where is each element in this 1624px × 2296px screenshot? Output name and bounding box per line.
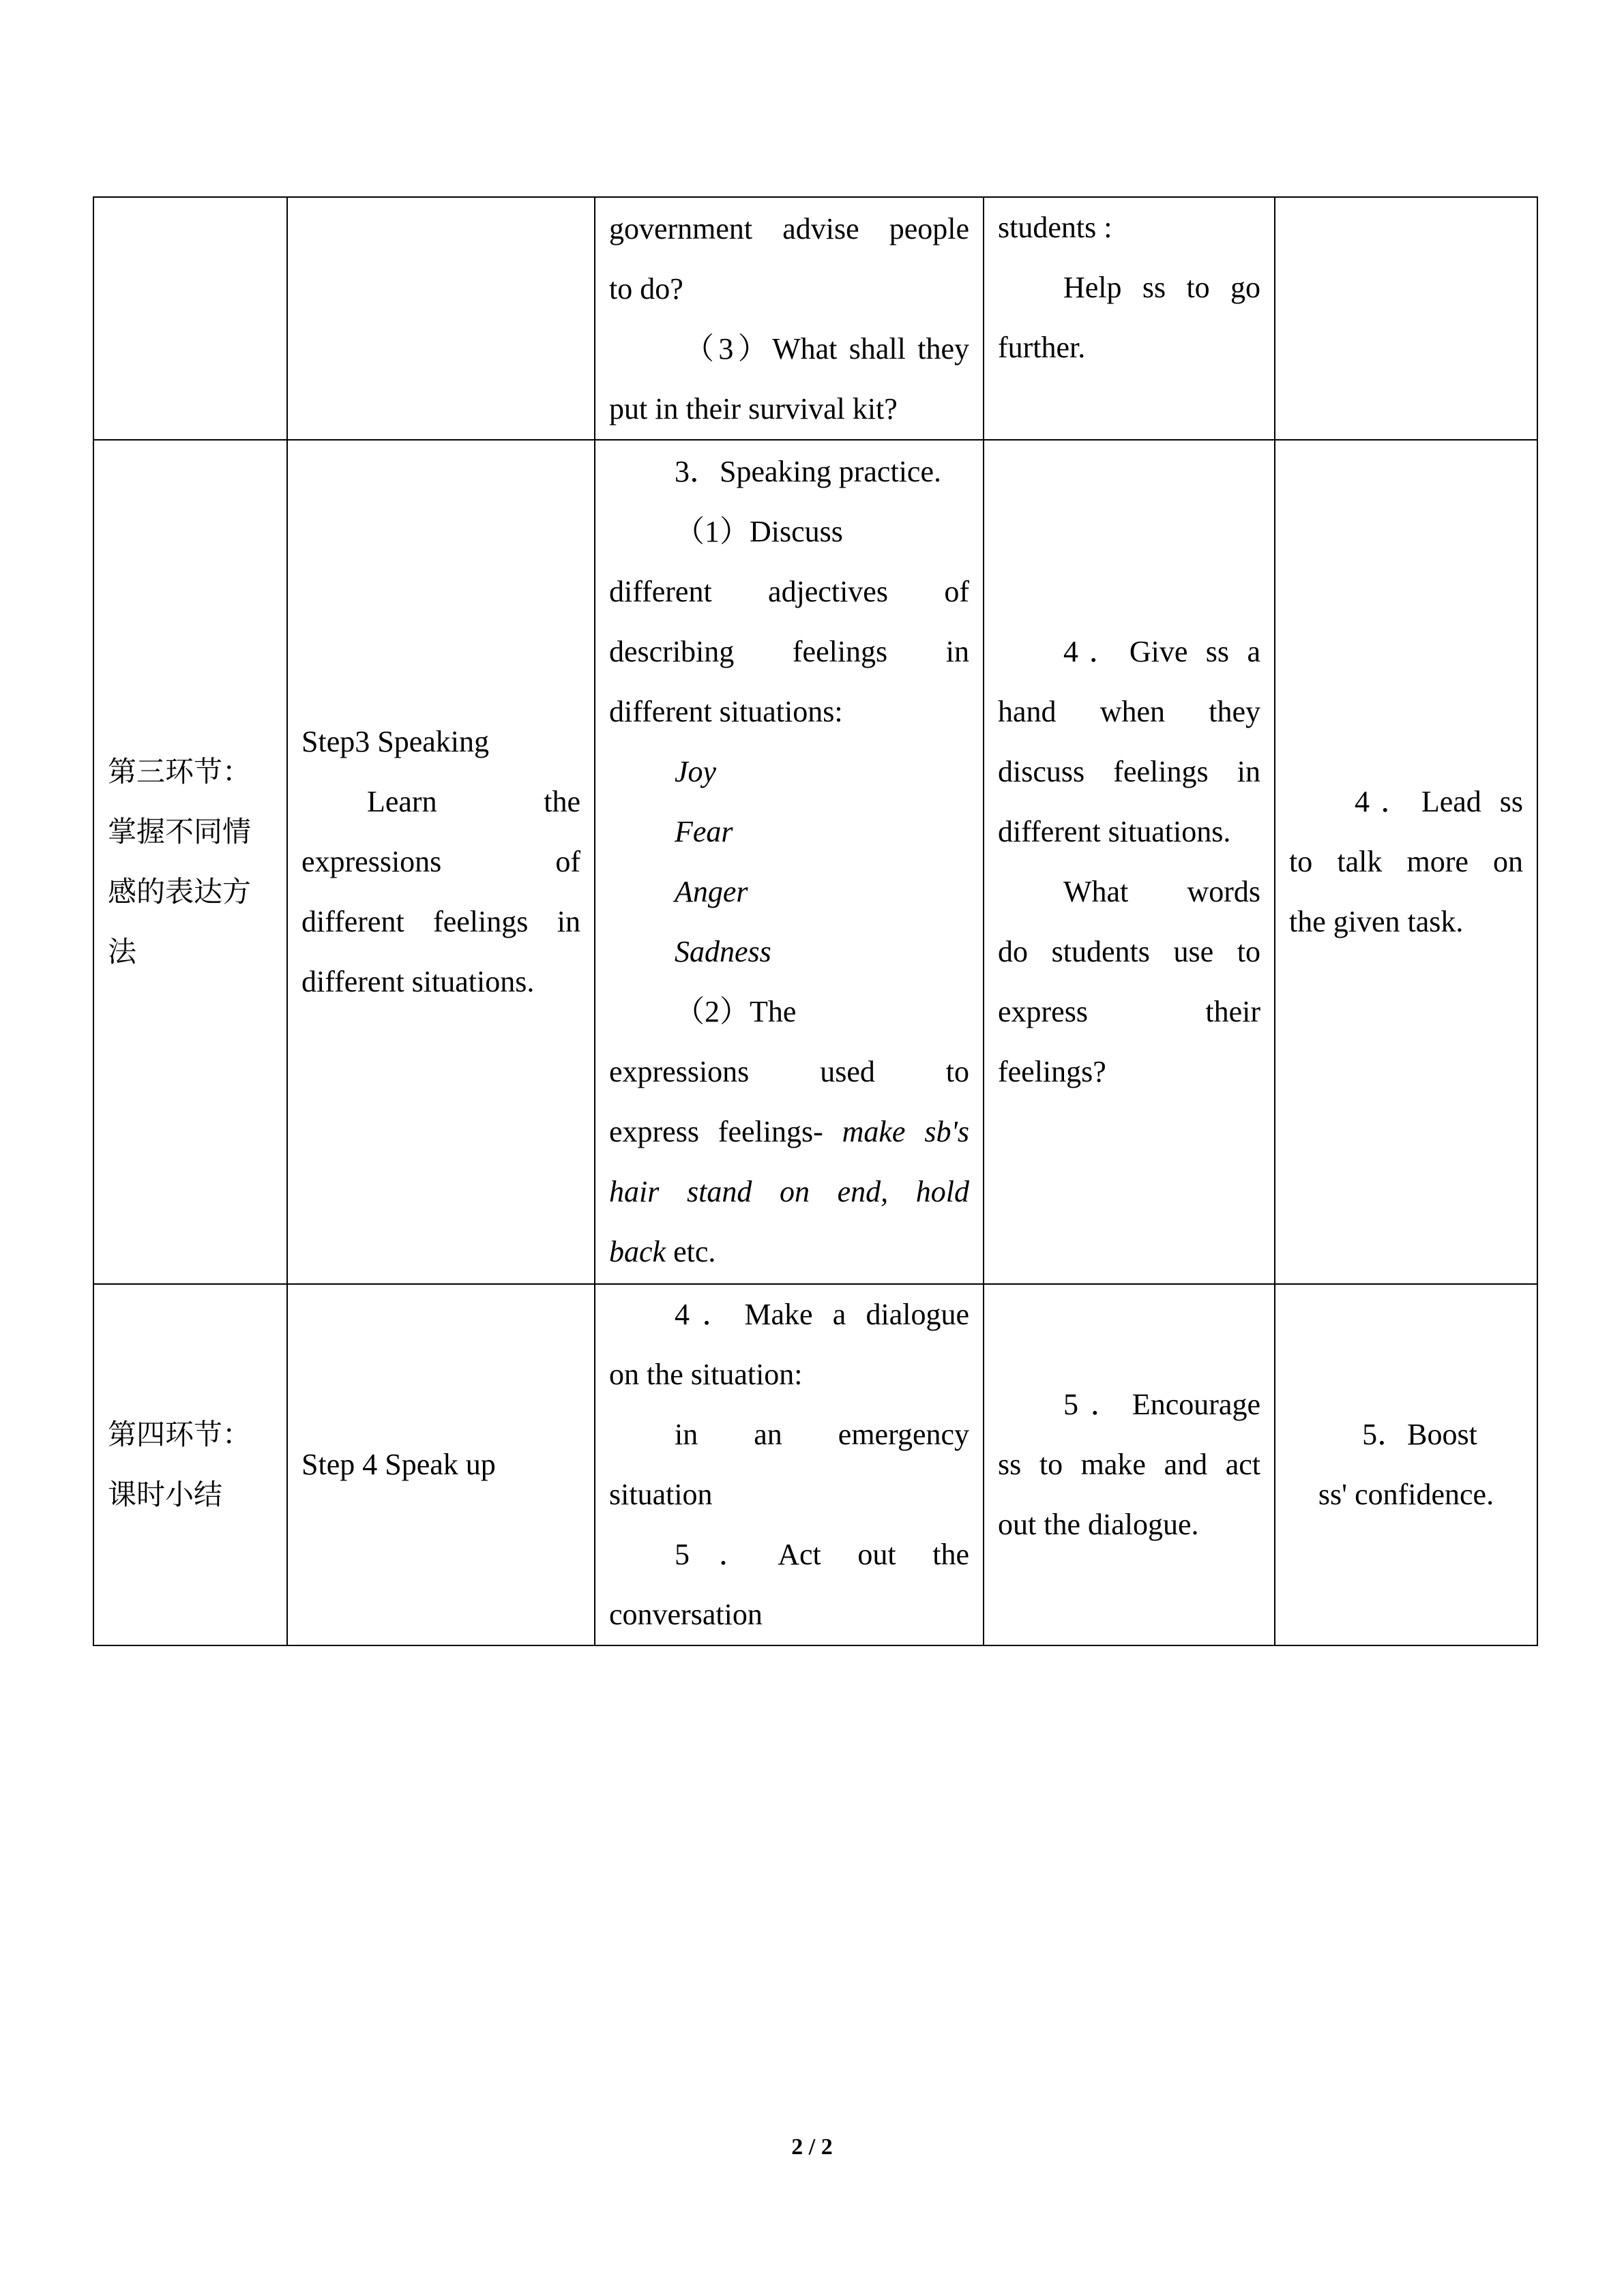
activity-line [609,1102,969,1162]
activity-line: 5．Act out the [675,1538,969,1571]
teacher-line: further. [998,331,1086,364]
step-cell-empty [287,197,595,440]
activity-line: expressions used to [609,1055,969,1088]
student-activity-cell [595,197,984,440]
feeling-word: Joy [675,755,717,788]
step-title: Step3 Speaking [301,725,489,758]
stage-line: 法 [108,935,137,968]
teacher-activity-cell [984,1284,1275,1645]
student-activity-cell [595,440,984,1284]
step-line: expressions of [301,845,580,878]
activity-text: express feelings- [609,1115,842,1148]
purpose-cell [1275,440,1537,1284]
teacher-line: students : [998,211,1112,244]
stage-cell [93,440,287,1284]
activity-subheading: （2）The [675,995,797,1028]
activity-subheading: （1）Discuss [675,515,843,548]
teacher-activity-cell [984,197,1275,440]
purpose-line: ss' confidence. [1318,1478,1494,1511]
activity-line: government advise people [609,212,969,245]
stage-line: 掌握不同情 [108,815,252,848]
purpose-line: 4．Lead ss [1355,785,1523,818]
teacher-line: ss to make and act [998,1448,1260,1481]
feeling-word: Sadness [675,935,771,968]
stage-line: 感的表达方 [108,875,252,908]
step-line: different situations. [301,965,535,998]
stage-line: 第三环节： [108,755,252,788]
table-row-continuation [93,197,1537,440]
activity-line: different adjectives of [609,575,969,608]
stage-cell-empty [93,197,287,440]
activity-line: 4．Make a dialogue [675,1298,969,1331]
activity-line: situation [609,1478,713,1511]
purpose-line: the given task. [1289,905,1464,938]
activity-text-italic: back [609,1235,666,1268]
teacher-activity-cell [984,440,1275,1284]
stage-line: 第四环节： [108,1418,252,1451]
teacher-line: do students use to [998,935,1260,968]
activity-line: hair stand on end, hold [609,1175,969,1208]
stage-line: 课时小结 [108,1478,223,1511]
purpose-line: to talk more on [1289,845,1523,878]
teacher-line: 5．Encourage [1063,1388,1260,1421]
step-line: different feelings in [301,905,580,938]
teacher-line: hand when they [998,695,1260,728]
student-activity-cell [595,1284,984,1645]
step-title: Step 4 Speak up [301,1448,496,1481]
activity-text-italic: make sb's [842,1115,969,1148]
teacher-line: feelings? [998,1055,1106,1088]
activity-text: etc. [666,1235,716,1268]
activity-line [609,1222,969,1282]
purpose-cell [1275,1284,1537,1645]
stage-cell [93,1284,287,1645]
table-row-stage-4 [93,1284,1537,1645]
teacher-line: Help ss to go [1063,271,1260,304]
teacher-line: 4．Give ss a [1063,635,1260,668]
purpose-line: 5．Boost [1362,1418,1477,1451]
activity-heading: 3．Speaking practice. [675,455,941,488]
step-cell [287,1284,595,1645]
activity-line: different situations: [609,695,843,728]
activity-line: conversation [609,1598,763,1631]
step-cell [287,440,595,1284]
activity-line: put in their survival kit? [609,392,898,426]
page-number: 2 / 2 [791,2134,833,2160]
table-row-stage-3 [93,440,1537,1284]
activity-line: （3）What shall they [684,332,969,366]
purpose-cell-empty [1275,197,1537,440]
activity-line: in an emergency [675,1418,969,1451]
teacher-line: discuss feelings in [998,755,1260,788]
feeling-word: Anger [675,875,748,908]
teacher-line: express their [998,995,1260,1028]
step-line: Learn the [367,785,580,818]
teacher-line: different situations. [998,815,1231,848]
activity-line: describing feelings in [609,635,969,668]
teacher-line: What words [1063,875,1260,908]
lesson-plan-table [93,196,1538,1646]
feeling-word: Fear [675,815,733,848]
activity-line: on the situation: [609,1358,803,1391]
teacher-line: out the dialogue. [998,1508,1199,1541]
activity-line: to do? [609,272,683,305]
